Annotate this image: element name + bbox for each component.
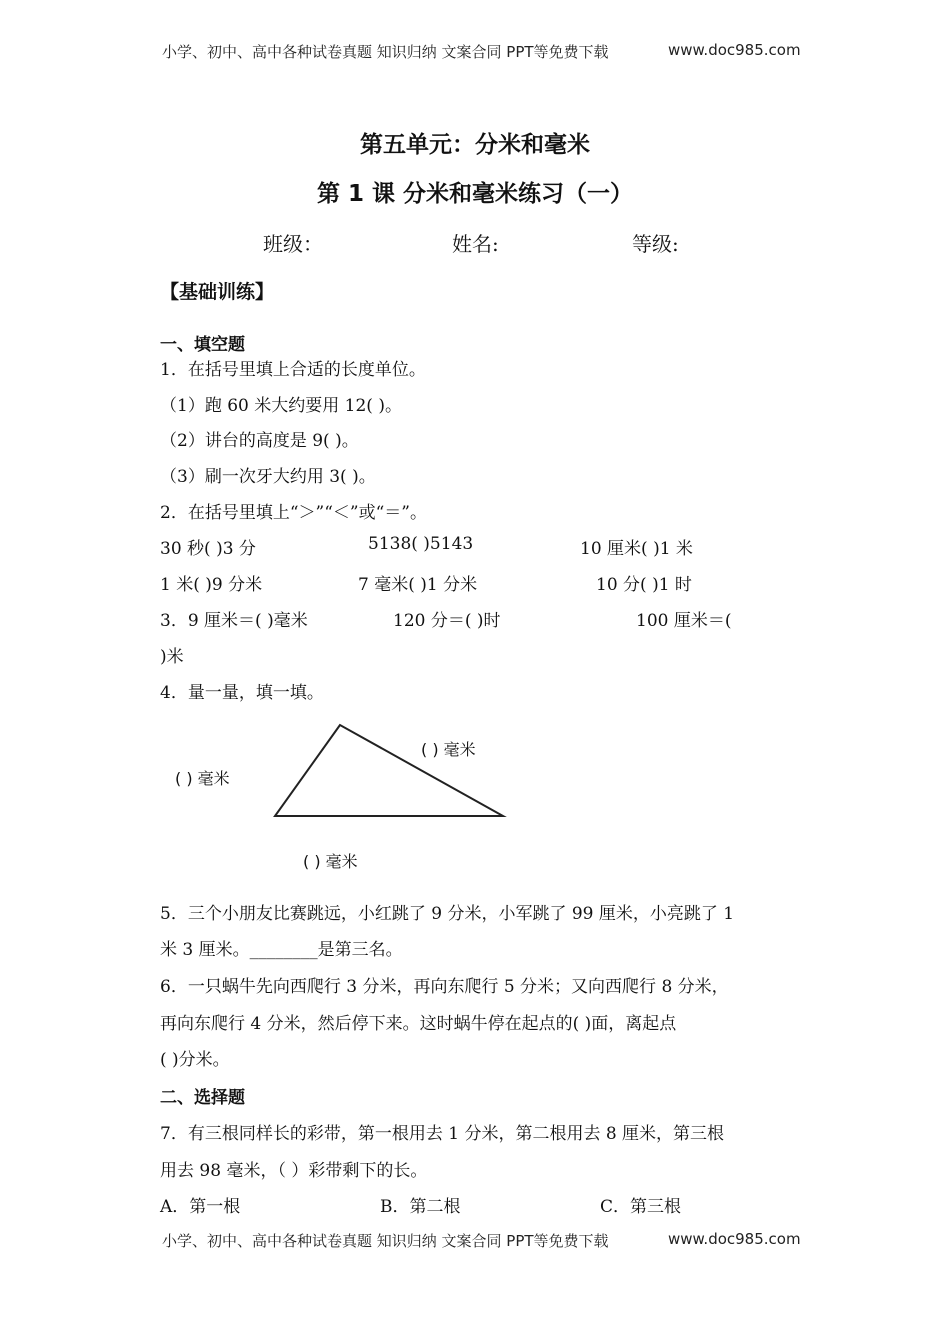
q4-label-left: ( ) 毫米 [175, 769, 230, 788]
q7-line2: 用去 98 毫米，（ ）彩带剩下的长。 [160, 1161, 428, 1181]
grade-label: 等级: [632, 232, 679, 256]
q1-stem: 1．在括号里填上合适的长度单位。 [160, 360, 426, 380]
q7-option-a: A．第一根 [160, 1197, 241, 1217]
header-text: 小学、初中、高中各种试卷真题 知识归纳 文案合同 PPT等免费下载 [162, 43, 609, 61]
header-url[interactable]: www.doc985.com [668, 41, 801, 59]
q7-line1: 7．有三根同样长的彩带，第一根用去 1 分米，第二根用去 8 厘米，第三根 [160, 1124, 725, 1144]
q2-r1-a: 30 秒( )3 分 [160, 539, 256, 559]
q1-item-2: （2）讲台的高度是 9( )。 [160, 431, 359, 451]
q5-line1: 5．三个小朋友比赛跳远，小红跳了 9 分米，小军跳了 99 厘米，小亮跳了 1 [160, 904, 735, 924]
q2-r1-c: 10 厘米( )1 米 [580, 539, 693, 559]
q2-r2-c: 10 分( )1 时 [596, 575, 692, 595]
q3-a: 3．9 厘米＝( )毫米 [160, 611, 308, 631]
q3-b: 120 分＝( )时 [393, 611, 501, 631]
unit-title: 第五单元：分米和毫米 [360, 132, 590, 158]
q3-cont: )米 [160, 647, 184, 667]
q5-line2: 米 3 厘米。________是第三名。 [160, 940, 403, 960]
q1-item-1: （1）跑 60 米大约要用 12( )。 [160, 396, 402, 416]
part2-heading: 二、选择题 [160, 1088, 245, 1108]
name-label: 姓名: [452, 232, 499, 256]
q6-line1: 6．一只蜗牛先向西爬行 3 分米，再向东爬行 5 分米；又向西爬行 8 分米， [160, 977, 729, 997]
q6-line2: 再向东爬行 4 分米，然后停下来。这时蜗牛停在起点的( )面，离起点 [160, 1014, 677, 1034]
class-label: 班级： [263, 232, 323, 256]
q1-item-3: （3）刷一次牙大约用 3( )。 [160, 467, 376, 487]
footer-text: 小学、初中、高中各种试卷真题 知识归纳 文案合同 PPT等免费下载 [162, 1232, 609, 1250]
part1-heading: 一、填空题 [160, 335, 245, 355]
q7-option-c: C．第三根 [600, 1197, 682, 1217]
q6-line3: ( )分米。 [160, 1050, 230, 1070]
footer-url[interactable]: www.doc985.com [668, 1230, 801, 1248]
q2-r2-a: 1 米( )9 分米 [160, 575, 263, 595]
q2-r1-b: 5138( )5143 [368, 534, 474, 554]
q4-stem: 4．量一量，填一填。 [160, 683, 324, 703]
section-label: 【基础训练】 [160, 281, 275, 303]
q3-c: 100 厘米＝( [636, 611, 732, 631]
q7-option-b: B．第二根 [380, 1197, 461, 1217]
q2-r2-b: 7 毫米( )1 分米 [358, 575, 478, 595]
lesson-title: 第 1 课 分米和毫米练习（一） [316, 181, 634, 207]
q2-stem: 2．在括号里填上“＞”“＜”或“＝”。 [160, 503, 427, 523]
q4-label-right: ( ) 毫米 [421, 740, 476, 759]
q4-label-bottom: ( ) 毫米 [303, 852, 358, 871]
